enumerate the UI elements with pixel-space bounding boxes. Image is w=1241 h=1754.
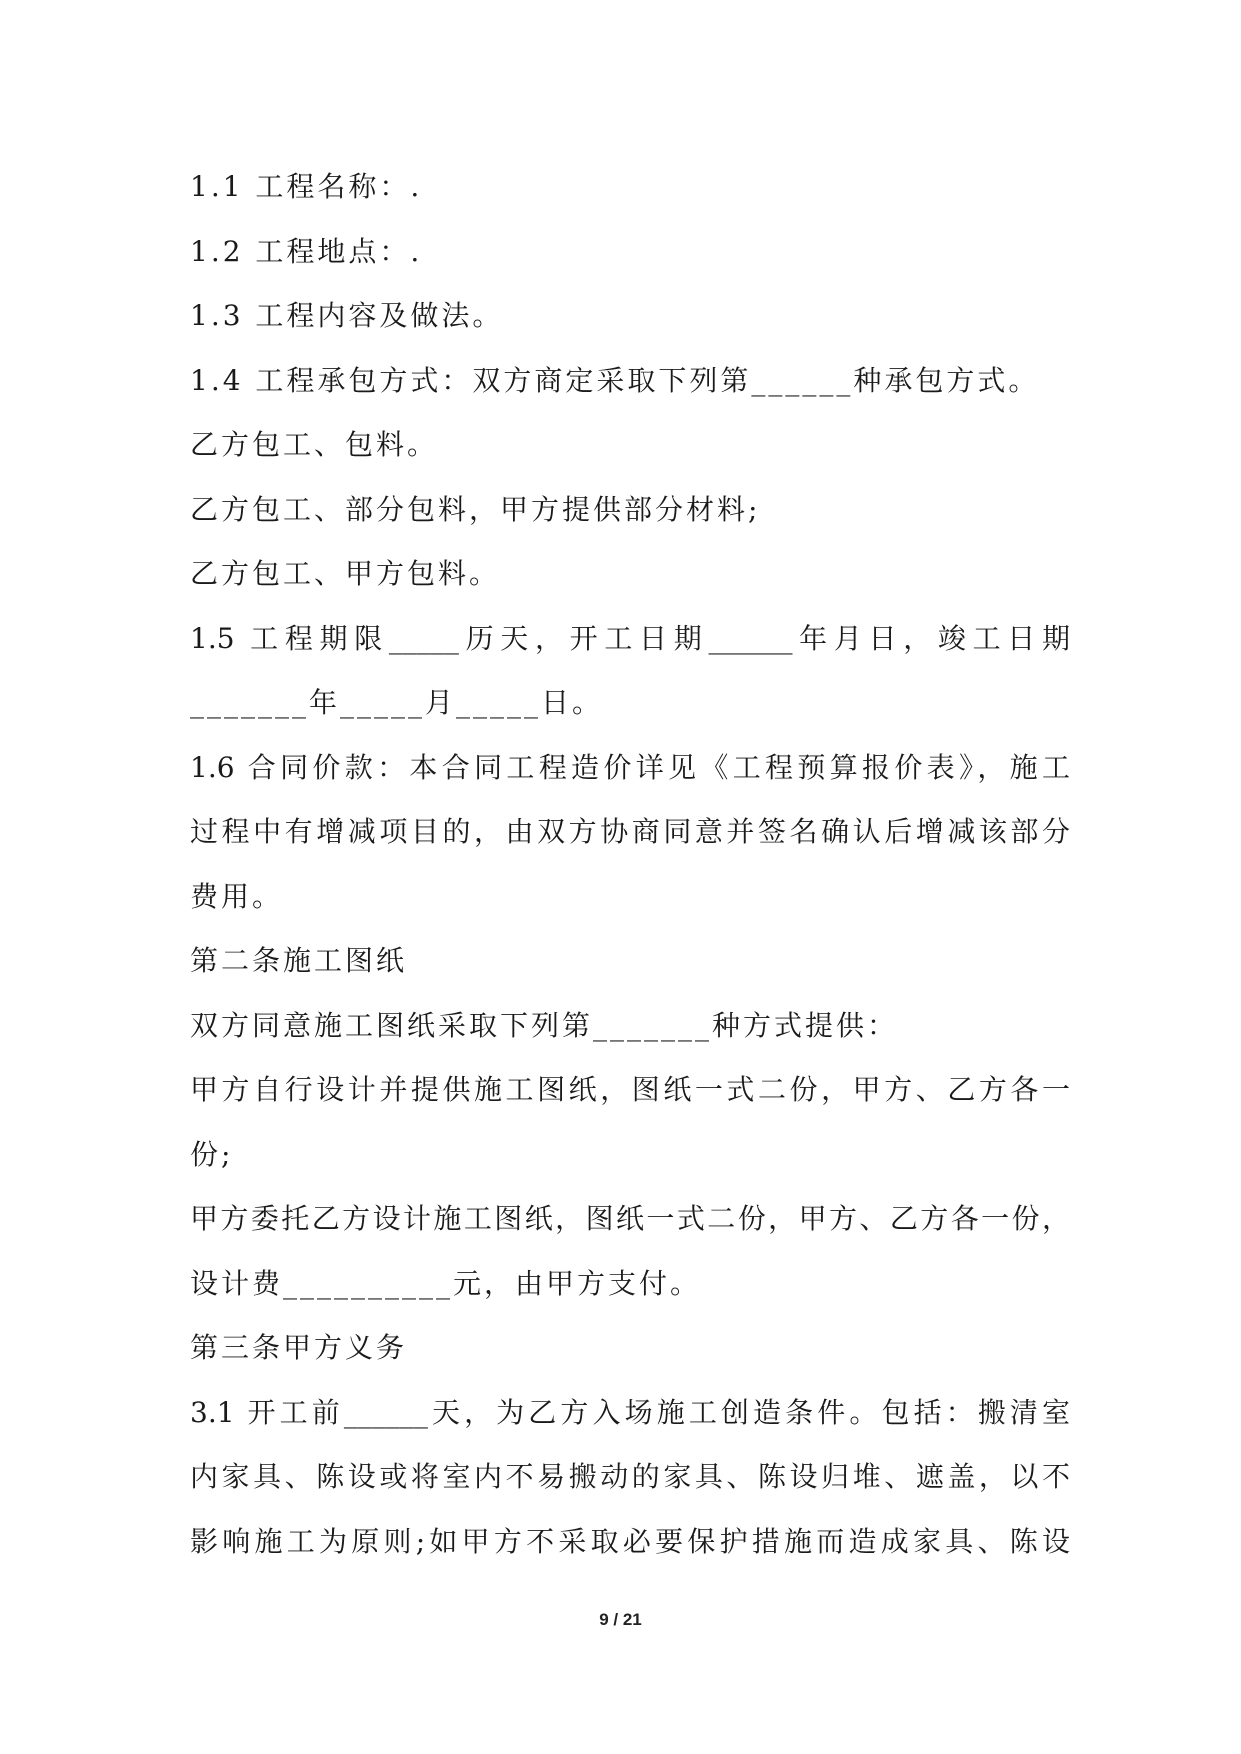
contract-option-1: 乙方包工、包料。 [190, 428, 439, 461]
contract-option-2: 乙方包工、部分包料，甲方提供部分材料; [190, 492, 761, 526]
contract-option-3: 乙方包工、甲方包料。 [190, 557, 501, 590]
clause-3-1-cont: 内家具、陈设或将室内不易搬动的家具、陈设归堆、遮盖，以不 [190, 1460, 1070, 1493]
clause-1-6-contract-price-cont: 过程中有增减项目的，由双方协商同意并签名确认后增减该部分 [190, 815, 1070, 848]
drawing-option-2-fee: 设计费__________元，由甲方支付。 [190, 1266, 702, 1300]
article-3-heading: 第三条甲方义务 [190, 1331, 408, 1364]
clause-1-1-project-name: 1.1 工程名称：. [190, 170, 423, 203]
clause-1-4-contract-method: 1.4 工程承包方式：双方商定采取下列第______种承包方式。 [190, 363, 1040, 397]
article-2-heading: 第二条施工图纸 [190, 944, 408, 977]
drawing-option-2: 甲方委托乙方设计施工图纸，图纸一式二份，甲方、乙方各一份， [190, 1202, 1070, 1235]
clause-1-5-completion-date: _______年_____月_____日。 [190, 686, 604, 719]
clause-3-1: 3.1 开工前______天，为乙方入场施工创造条件。包括：搬清室 [190, 1395, 1070, 1429]
article-2-intro: 双方同意施工图纸采取下列第_______种方式提供： [190, 1008, 899, 1042]
clause-1-3-project-content: 1.3 工程内容及做法。 [190, 299, 504, 332]
clause-1-2-project-location: 1.2 工程地点：. [190, 234, 423, 268]
drawing-option-1-end: 份; [190, 1137, 234, 1171]
document-body [190, 155, 1070, 1574]
drawing-option-1: 甲方自行设计并提供施工图纸，图纸一式二份，甲方、乙方各一 [190, 1073, 1070, 1106]
clause-3-1-cont-2: 影响施工为原则;如甲方不采取必要保护措施而造成家具、陈设 [190, 1524, 1070, 1558]
page-number: 9 / 21 [599, 1610, 642, 1629]
clause-1-6-contract-price-end: 费用。 [190, 879, 284, 913]
clause-1-5-project-period: 1.5 工程期限_____历天，开工日期______年月日，竣工日期 [190, 621, 1070, 655]
clause-1-6-contract-price: 1.6 合同价款：本合同工程造价详见《工程预算报价表》，施工 [190, 750, 1070, 784]
